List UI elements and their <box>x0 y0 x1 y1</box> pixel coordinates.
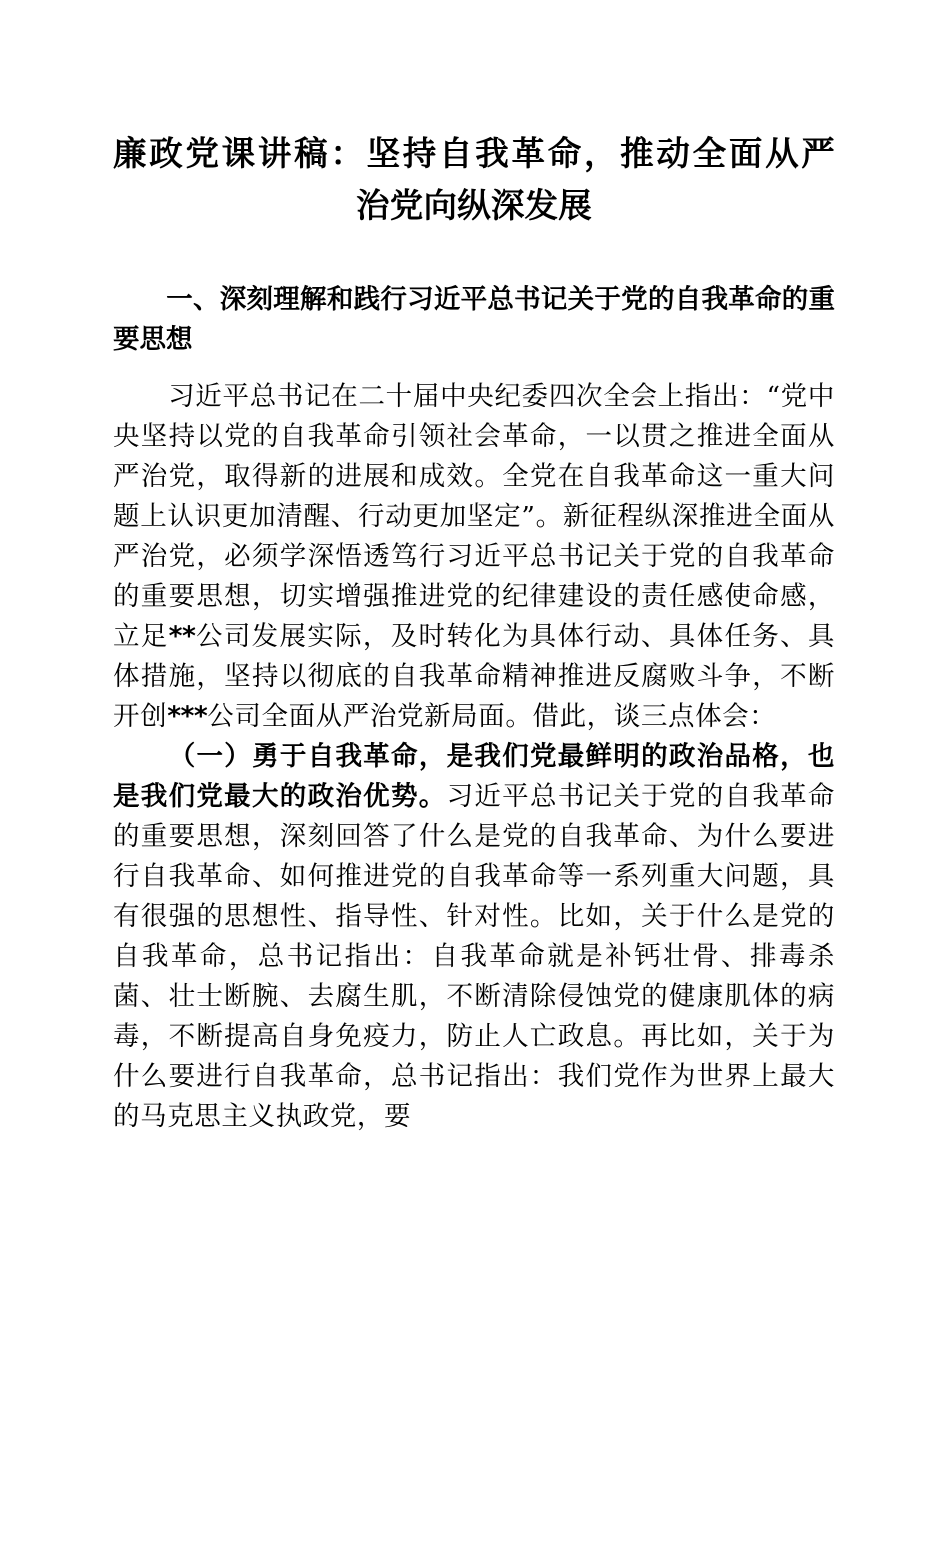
paragraph-2-bold-lead: （一）勇于自我革命，是我们党最鲜明的政治品格，也是我们党最大的政治优势。 <box>113 741 835 812</box>
paragraph-1-run-3: 公司发展实际，及时转化为具体行动、具体任务、具体措施，坚持以彻底的自我革命精神推进反腐败斗争，不断开创 <box>113 621 835 732</box>
paragraph-1-run-1: 习近平总书记在二十届中央纪委四次全会上指出：“党中央坚持以党的自我革命引领社会革命，一以贯之推进全面从严治党，取得新的进展和成效。全党在自我革命这一重大问题上认识更加清醒、行动更加坚定”。新征程纵深推进全面从严治党，必须学深悟透笃行习近平总书记关于党的自我革命的重要思想，切实增强推进党的纪律建设的责任感使命感，立足 <box>113 381 835 652</box>
company-placeholder-asterisks-2: *** <box>167 701 208 732</box>
body-paragraph-1 <box>113 360 835 737</box>
page-content <box>113 0 835 1137</box>
page-title-line-2: 治党向纵深发展 <box>356 186 592 225</box>
paragraph-1-run-5: 公司全面从严治党新局面。借此，谈三点体会： <box>207 701 777 732</box>
page-bottom-clip <box>0 1344 950 1544</box>
paragraph-2-body: 习近平总书记关于党的自我革命的重要思想，深刻回答了什么是党的自我革命、为什么要进行自我革命、如何推进党的自我革命等一系列重大问题，具有很强的思想性、指导性、针对性。比如，关于什么是党的自我革命，总书记指出：自我革命就是补钙壮骨、排毒杀菌、壮士断腕、去腐生肌，不断清除侵蚀党的健康肌体的病毒，不断提高自身免疫力，防止人亡政息。再比如，关于为什么要进行自我革命，总书记指出：我们党作为世界上最大的马克思主义执政党，要 <box>113 781 836 1132</box>
body-paragraph-2 <box>113 737 835 1137</box>
page-title <box>113 0 835 232</box>
section-heading-1 <box>113 232 835 360</box>
page-title-line-1: 廉政党课讲稿：坚持自我革命，推动全面从严 <box>113 134 835 173</box>
company-placeholder-asterisks-1: ** <box>168 621 196 652</box>
section-heading-1-text: 一、深刻理解和践行习近平总书记关于党的自我革命的重要思想 <box>113 284 835 355</box>
